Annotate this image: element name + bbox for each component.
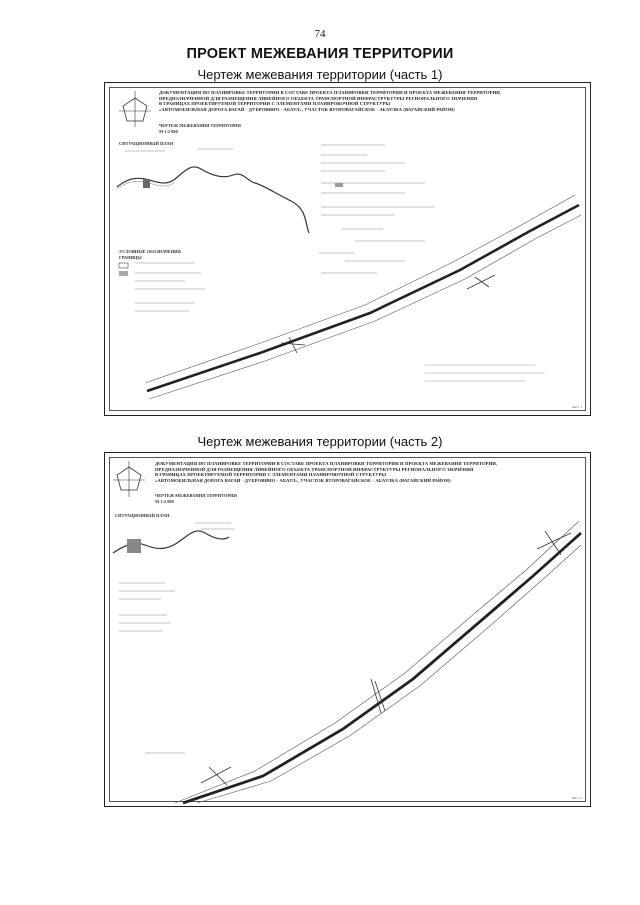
- header-line: «АВТОМОБИЛЬНАЯ ДОРОГА ВАГАЙ - ДУБРОВИНО - АБАУЛ», УЧАСТОК ВТОРОВАГАЙСКОЕ - АБАУЛКА (ВАГАЙСКИЙ РАЙОН): [159, 106, 455, 112]
- sheet-1-stamp: Лист 1: [572, 405, 582, 409]
- situation-marker: [143, 179, 150, 188]
- sheet-2-scale: М 1:2 000: [155, 499, 174, 504]
- sheet-2-drawing-name: ЧЕРТЕЖ МЕЖЕВАНИЯ ТЕРРИТОРИИ: [155, 493, 237, 498]
- part2-caption: Чертеж межевания территории (часть 2): [197, 434, 443, 449]
- header-line: ДОКУМЕНТАЦИЯ ПО ПЛАНИРОВКЕ ТЕРРИТОРИИ В СОСТАВЕ ПРОЕКТА ПЛАНИРОВКИ ТЕРРИТОРИИ И ПРОЕКТА МЕЖЕВАНИЯ ТЕРРИТОРИИ,: [159, 90, 502, 95]
- header-line: В ГРАНИЦАХ ПРОЕКТИРУЕМОЙ ТЕРРИТОРИИ С ЭЛЕМЕНТАМИ ПЛАНИРОВОЧНОЙ СТРУКТУРЫ: [159, 101, 391, 107]
- sheet-2-drawing: [105, 453, 590, 806]
- header-line: В ГРАНИЦАХ ПРОЕКТИРУЕМОЙ ТЕРРИТОРИИ С ЭЛЕМЕНТАМИ ПЛАНИРОВОЧНОЙ СТРУКТУРЫ: [155, 472, 387, 478]
- road-corridor: [145, 195, 581, 399]
- situation-marker: [127, 539, 141, 553]
- sheet-1-legend-title: УСЛОВНЫЕ ОБОЗНАЧЕНИЯ: [119, 249, 181, 254]
- legend-swatch: [119, 271, 128, 276]
- sheet-2-stamp: Лист 2: [572, 796, 582, 800]
- legend-swatch: [335, 183, 343, 187]
- drawing-sheet-2: [104, 452, 591, 807]
- intersection-marker: [281, 275, 495, 353]
- intersection-marker: [201, 531, 571, 785]
- header-line: ПРЕДНАЗНАЧЕННОЙ ДЛЯ РАЗМЕЩЕНИЯ ЛИНЕЙНОГО ОБЪЕКТА ТРАНСПОРТНОЙ ИНФРАСТРУКТУРЫ РЕГИОНАЛЬНОГО ЗНАЧЕНИЯ: [155, 466, 474, 472]
- sheet-1-scale: М 1:2 000: [159, 129, 178, 134]
- sheet-1-situation-label: СИТУАЦИОННЫЙ ПЛАН: [119, 141, 174, 146]
- header-line: ПРЕДНАЗНАЧЕННОЙ ДЛЯ РАЗМЕЩЕНИЯ ЛИНЕЙНОГО ОБЪЕКТА ТРАНСПОРТНОЙ ИНФРАСТРУКТУРЫ РЕГИОНАЛЬНОГО ЗНАЧЕНИЯ: [159, 95, 478, 101]
- part1-caption: Чертеж межевания территории (часть 1): [197, 67, 443, 82]
- drawing-sheet-1: [104, 82, 591, 416]
- header-line: ДОКУМЕНТАЦИЯ ПО ПЛАНИРОВКЕ ТЕРРИТОРИИ В СОСТАВЕ ПРОЕКТА ПЛАНИРОВКИ ТЕРРИТОРИИ И ПРОЕКТА МЕЖЕВАНИЯ ТЕРРИТОРИИ,: [155, 461, 498, 466]
- north-arrow-icon: [113, 461, 145, 497]
- sheet-1-legend-sub: ГРАНИЦЫ: [119, 255, 142, 260]
- document-title: ПРОЕКТ МЕЖЕВАНИЯ ТЕРРИТОРИИ: [186, 46, 454, 62]
- page-number: 74: [314, 28, 326, 40]
- header-line: «АВТОМОБИЛЬНАЯ ДОРОГА ВАГАЙ - ДУБРОВИНО - АБАУЛ», УЧАСТОК ВТОРОВАГАЙСКОЕ - АБАУЛКА (ВАГАЙСКИЙ РАЙОН): [155, 477, 451, 483]
- north-arrow-icon: [119, 91, 151, 127]
- road-corridor: [175, 521, 581, 803]
- legend-swatch: [119, 263, 128, 268]
- sheet-1-drawing: [105, 83, 590, 415]
- situation-plan-line: [117, 167, 309, 233]
- sheet-1-drawing-name: ЧЕРТЕЖ МЕЖЕВАНИЯ ТЕРРИТОРИИ: [159, 123, 241, 128]
- sheet-2-situation-label: СИТУАЦИОННЫЙ ПЛАН: [115, 513, 170, 518]
